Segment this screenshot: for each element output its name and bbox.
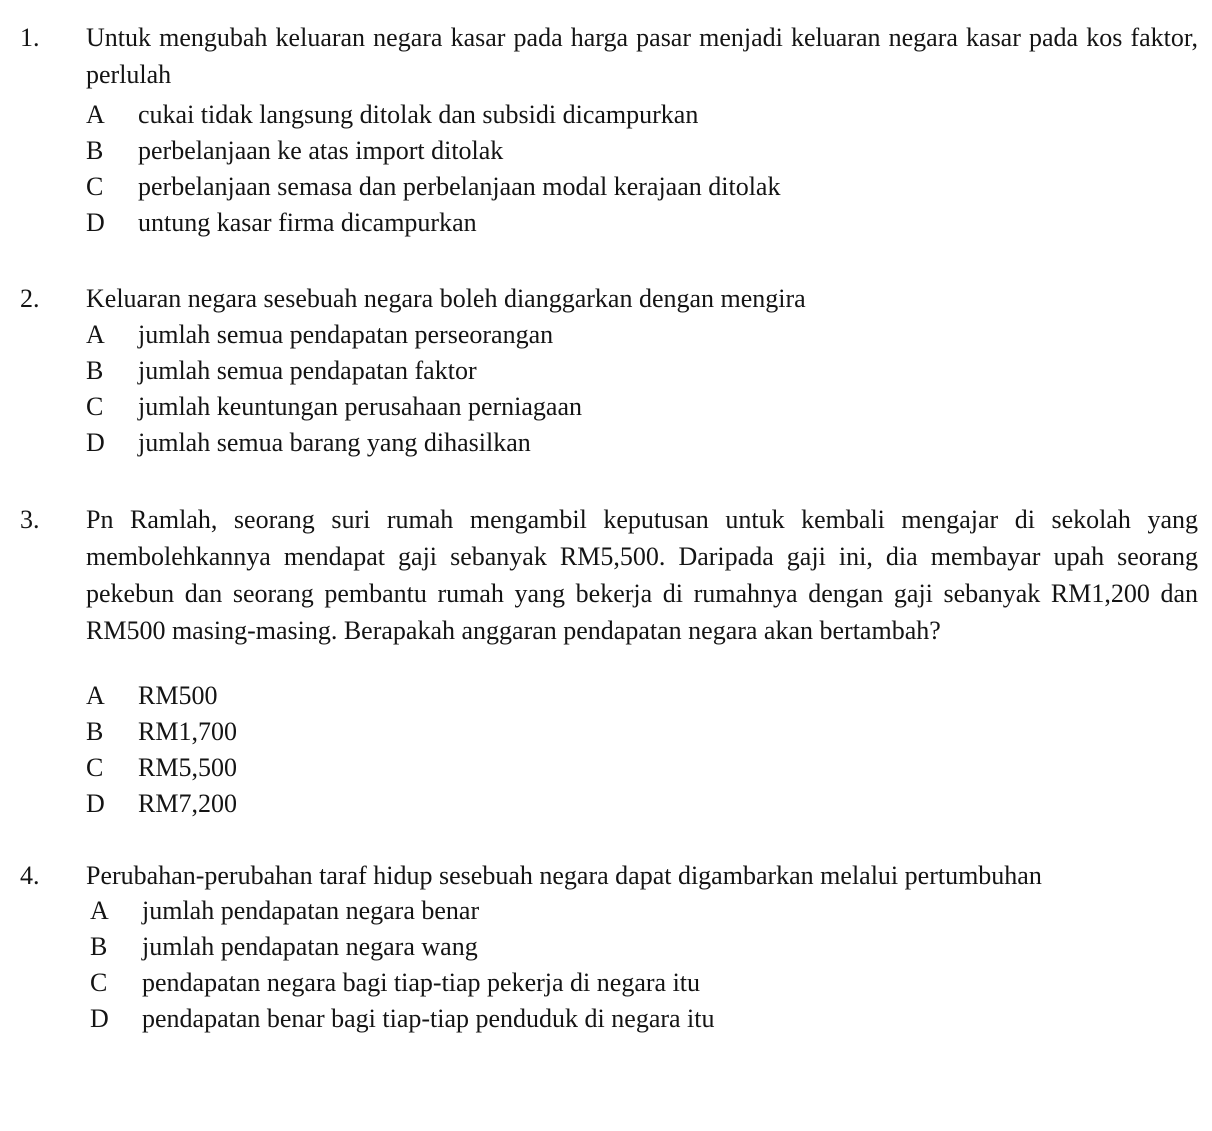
option-letter: C [86, 392, 104, 421]
option-list [86, 97, 780, 241]
option-letter: D [86, 789, 105, 818]
option-text: jumlah semua barang yang dihasilkan [138, 428, 531, 457]
option-text: RM1,700 [138, 717, 237, 746]
option-letter: D [86, 208, 105, 237]
option-c [86, 389, 582, 425]
option-text: jumlah pendapatan negara benar [142, 896, 480, 925]
option-text: RM500 [138, 681, 218, 710]
option-text: cukai tidak langsung ditolak dan subsidi dicampurkan [138, 100, 699, 129]
option-letter: D [90, 1004, 109, 1033]
option-letter: B [86, 717, 104, 746]
option-c [86, 169, 780, 205]
option-text: RM7,200 [138, 789, 237, 818]
option-text: untung kasar firma dicampurkan [138, 208, 477, 237]
question-number: 1. [20, 23, 40, 52]
option-letter: D [86, 428, 105, 457]
option-list [90, 893, 715, 1037]
option-b [86, 353, 582, 389]
question-number: 4. [20, 861, 40, 890]
option-c [86, 750, 237, 786]
option-text: jumlah pendapatan negara wang [142, 932, 478, 961]
option-letter: C [86, 753, 104, 782]
option-text: pendapatan benar bagi tiap-tiap penduduk di negara itu [142, 1004, 715, 1033]
option-text: perbelanjaan semasa dan perbelanjaan modal kerajaan ditolak [138, 172, 781, 201]
question-text: Keluaran negara sesebuah negara boleh dianggarkan dengan mengira [86, 284, 806, 313]
option-letter: C [90, 968, 108, 997]
option-a [86, 317, 582, 353]
option-letter: A [86, 681, 105, 710]
option-letter: B [86, 136, 104, 165]
option-letter: A [86, 100, 105, 129]
option-text: jumlah semua pendapatan perseorangan [138, 320, 554, 349]
option-letter: B [86, 356, 104, 385]
option-d [86, 425, 582, 461]
option-list [86, 678, 237, 822]
option-letter: A [90, 896, 109, 925]
option-b [86, 133, 780, 169]
option-a [90, 893, 715, 929]
option-d [86, 786, 237, 822]
option-b [90, 929, 715, 965]
question-text: Perubahan-perubahan taraf hidup sesebuah negara dapat digambarkan melalui pertumbuhan [86, 861, 1042, 890]
option-b [86, 714, 237, 750]
option-letter: C [86, 172, 104, 201]
question-text: Untuk mengubah keluaran negara kasar pada harga pasar menjadi keluaran negara kasar pada kos faktor, perlulah [86, 23, 1198, 89]
option-text: jumlah keuntungan perusahaan perniagaan [138, 392, 582, 421]
option-text: pendapatan negara bagi tiap-tiap pekerja di negara itu [142, 968, 701, 997]
option-list [86, 317, 582, 461]
option-a [86, 678, 237, 714]
option-text: jumlah semua pendapatan faktor [138, 356, 477, 385]
option-c [90, 965, 715, 1001]
question-text: Pn Ramlah, seorang suri rumah mengambil keputusan untuk kembali mengajar di sekolah yang membolehkannya mendapat gaji sebanyak RM5,500. Daripada gaji ini, dia membayar upah seorang pekebun dan seorang pembantu rumah yang bekerja di rumahnya dengan gaji sebanyak RM1,200 dan RM500 masing-masing. Berapakah anggaran pendapatan negara akan bertambah? [86, 505, 1198, 645]
option-letter: A [86, 320, 105, 349]
option-a [86, 97, 780, 133]
option-text: RM5,500 [138, 753, 237, 782]
question-number: 2. [20, 284, 40, 313]
option-text: perbelanjaan ke atas import ditolak [138, 136, 504, 165]
option-d [90, 1001, 715, 1037]
option-d [86, 205, 780, 241]
question-number: 3. [20, 505, 40, 534]
option-letter: B [90, 932, 108, 961]
